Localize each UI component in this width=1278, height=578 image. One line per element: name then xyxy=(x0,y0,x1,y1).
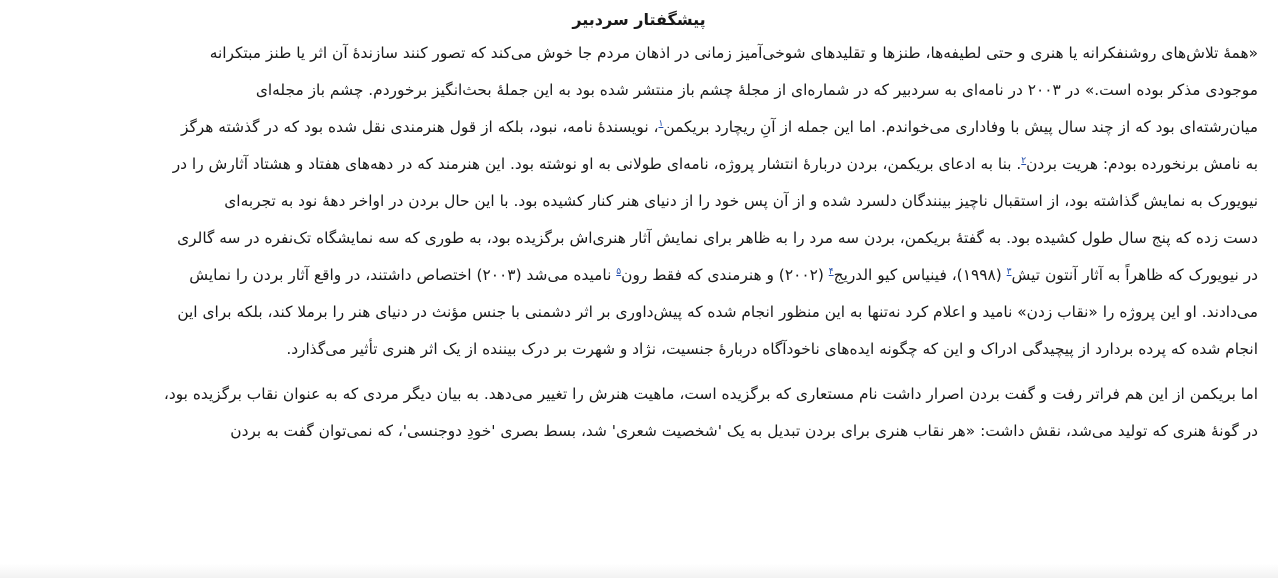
text-line: در نیویورک که ظاهراً به آثار آنتون تیش$^۳$ (۱۹۹۸)، فینیاس کیو الدریج$^۴$ (۲۰۰۲) و هنرمندی که فقط رون$^۵$ نامیده می‌شد (۲۰۰۳) اختصاص داشتند، در واقع آثار بردن را نمایش xyxy=(189,266,1258,284)
page-title: پیشگفتار سردبیر xyxy=(572,10,706,29)
text-line: در گونهٔ هنری که تولید می‌شد، نقش داشت: «هر نقاب هنری برای بردن تبدیل به یک 'شخصیت شعری' شد، بسط بصری 'خودِ دوجنسی'، که نمی‌توان گفت به بردن xyxy=(230,422,1258,440)
text-line: میان‌رشته‌ای بود که از چند سال پیش با وفاداری می‌خواندم. اما این جمله از آنِ ریچارد بریکمن$^۱$، نویسندهٔ نامه، نبود، بلکه از قول هنرمندی نقل شده بود که در گذشته هرگز xyxy=(180,118,1258,136)
paragraph-2 xyxy=(20,376,1258,450)
paragraph-gap xyxy=(20,368,1258,376)
footnote-ref[interactable]: ۱ xyxy=(658,118,664,129)
footnote-ref[interactable]: ۲ xyxy=(1021,155,1027,166)
paragraph-1 xyxy=(20,35,1258,368)
page-bottom-edge xyxy=(0,564,1278,578)
text-line: می‌دادند. او این پروژه را «نقاب زدن» نامید و اعلام کرد نه‌تنها به این منظور انجام شده که پیش‌داوری بر اثر دشمنی با جنس مؤنث در دنیای هنر را برملا کند، بلکه برای این xyxy=(177,303,1258,321)
text-line: موجودی مذکر بوده است.» در ۲۰۰۳ در نامه‌ای به سردبیر که در شماره‌ای از مجلهٔ چشم باز منتشر شده بود به این جملهٔ بحث‌انگیز برخوردم. چشم باز مجله‌ای xyxy=(255,81,1258,99)
text-line: انجام شده که پرده بردارد از پیچیدگی ادراک و این که چگونه ایده‌های ناخودآگاه دربارهٔ جنسیت، نژاد و شهرت بر درک بیننده از یک اثر هنری تأثیر می‌گذارد. xyxy=(286,340,1258,358)
footnote-ref[interactable]: ۳ xyxy=(1006,266,1012,277)
text-line: نیویورک به نمایش گذاشته بود، از استقبال ناچیز بینندگان دلسرد شده و از آن پس خود را از دنیای هنر کنار کشیده بود. با این حال بردن در اواخر دههٔ نود به تجربه‌ای xyxy=(224,192,1258,210)
footnote-ref[interactable]: ۴ xyxy=(828,266,834,277)
text-line: «همهٔ تلاش‌های روشنفکرانه یا هنری و حتی لطیفه‌ها، طنزها و تقلیدهای شوخی‌آمیز زمانی در اذهان مردم جا خوش می‌کند که تصور کنند سازندهٔ آن اثر یا طنز مبتکرانه xyxy=(209,44,1258,62)
text-line: اما بریکمن از این هم فراتر رفت و گفت بردن اصرار داشت نام مستعاری که برگزیده است، ماهیت هنرش را تغییر می‌دهد. به بیان دیگر مردی که به عنوان نقاب برگزیده بود، xyxy=(163,385,1258,403)
text-line: به نامش برنخورده بودم: هریت بردن$^۲$. بنا به ادعای بریکمن، بردن دربارهٔ انتشار پروژه، نامه‌ای طولانی به او نوشته بود. این هنرمند که در دهه‌های هفتاد و هشتاد آثارش را در xyxy=(172,155,1258,173)
text-line: دست زده که پنج سال طول کشیده بود. به گفتهٔ بریکمن، بردن سه مرد را به ظاهر برای نمایش آثار هنری‌اش برگزیده بود، به طوری که سه نمایشگاه تک‌نفره در سه گالری xyxy=(177,229,1258,247)
footnote-ref[interactable]: ۵ xyxy=(616,266,622,277)
